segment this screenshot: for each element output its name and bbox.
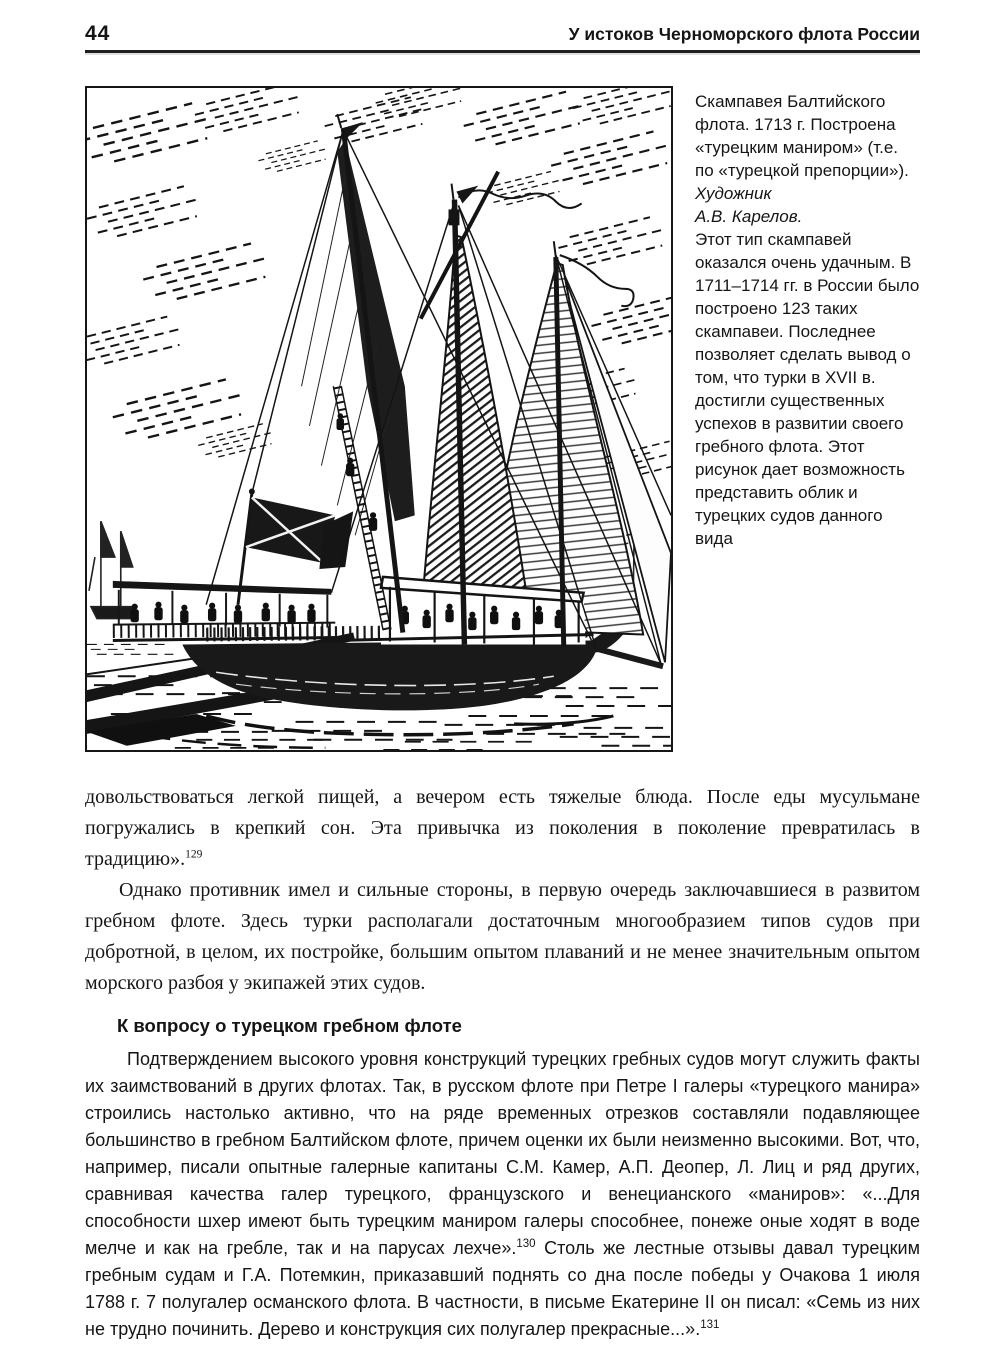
section-paragraph bbox=[85, 1046, 920, 1343]
header-rule bbox=[85, 50, 920, 53]
caption-text: Скампавея Балтийского флота. 1713 г. Построена «турецким маниром» (т.е. по «турецкой препорции»). bbox=[695, 92, 909, 180]
scampavia-illustration bbox=[87, 88, 671, 750]
body-text bbox=[85, 782, 920, 999]
ship-engraving bbox=[85, 86, 673, 752]
running-title: У истоков Черноморского флота России bbox=[568, 24, 920, 44]
section-text-2: Столь же лестные отзывы давал турецким гребным судам и Г.А. Потемкин, приказавший поднять со дна после победы у Очакова 1 июля 1788 г. 7 полугалер османского флота. В частности, в письме Екатерине II он писал: «Семь из них не трудно починить. Дерево и конструкция сих полугалер прекрасные...». bbox=[85, 1238, 920, 1339]
footnote-ref-129: 129 bbox=[185, 848, 203, 861]
paragraph-text: довольствоваться легкой пищей, а вечером есть тяжелые блюда. После еды мусульмане погружались в крепкий сон. Эта привычка из поколения в поколение превратилась в традицию». bbox=[85, 786, 920, 870]
section-heading: К вопросу о турецком гребном флоте bbox=[117, 1015, 462, 1036]
figure-caption bbox=[695, 86, 920, 752]
page-number: 44 bbox=[85, 22, 111, 45]
paragraph-tradition bbox=[85, 782, 920, 875]
paragraph-strengths: Однако противник имел и сильные стороны, в первую очередь заключавшиеся в развитом гребном флоте. Здесь турки располагали достаточным многообразием типов судов при добротной, в целом, их постройке, большим опытом плаваний и не менее значительным опытом морского разбоя у экипажей этих судов. bbox=[85, 879, 920, 994]
distant-ship bbox=[89, 521, 137, 618]
page-header bbox=[85, 0, 920, 46]
footnote-ref-130: 130 bbox=[516, 1238, 536, 1250]
turkish-rowing-fleet-section bbox=[85, 1015, 920, 1343]
caption-artist-name: А.В. Карелов. bbox=[695, 207, 803, 226]
footnote-ref-131: 131 bbox=[700, 1319, 720, 1331]
caption-artist-label: Художник bbox=[695, 184, 772, 203]
caption-text-continued: Этот тип скампавей оказался очень удачным. В 1711–1714 гг. в России было построено 123 таких скампавеи. Последнее позволяет сделать вывод о том, что турки в XVII в. достигли существенных успехов в развитии своего гребного флота. Этот рисунок дает возможность представить облик и турецких судов данного вида bbox=[695, 230, 920, 548]
section-text-1: Подтверждением высокого уровня конструкций турецких гребных судов могут служить факты их заимствований в других флотах. Так, в русском флоте при Петре I галеры «турецкого манира» строились настолько активно, что на ряде временных отрезков составляли подавляющее большинство в гребном Балтийском флоте, причем оценки их были неизменно высокими. Вот, что, например, писали опытные галерные капитаны С.М. Камер, А.П. Деопер, Л. Лиц и ряд других, сравнивая качества галер турецкого, французского и венецианского «маниров»: «...Для способности шхер имеют быть турецким маниром галеры способнее, понеже оные ходят в воде мелче и как на гребле, так и на парусах лехче». bbox=[85, 1049, 920, 1258]
figure-row bbox=[85, 86, 920, 752]
